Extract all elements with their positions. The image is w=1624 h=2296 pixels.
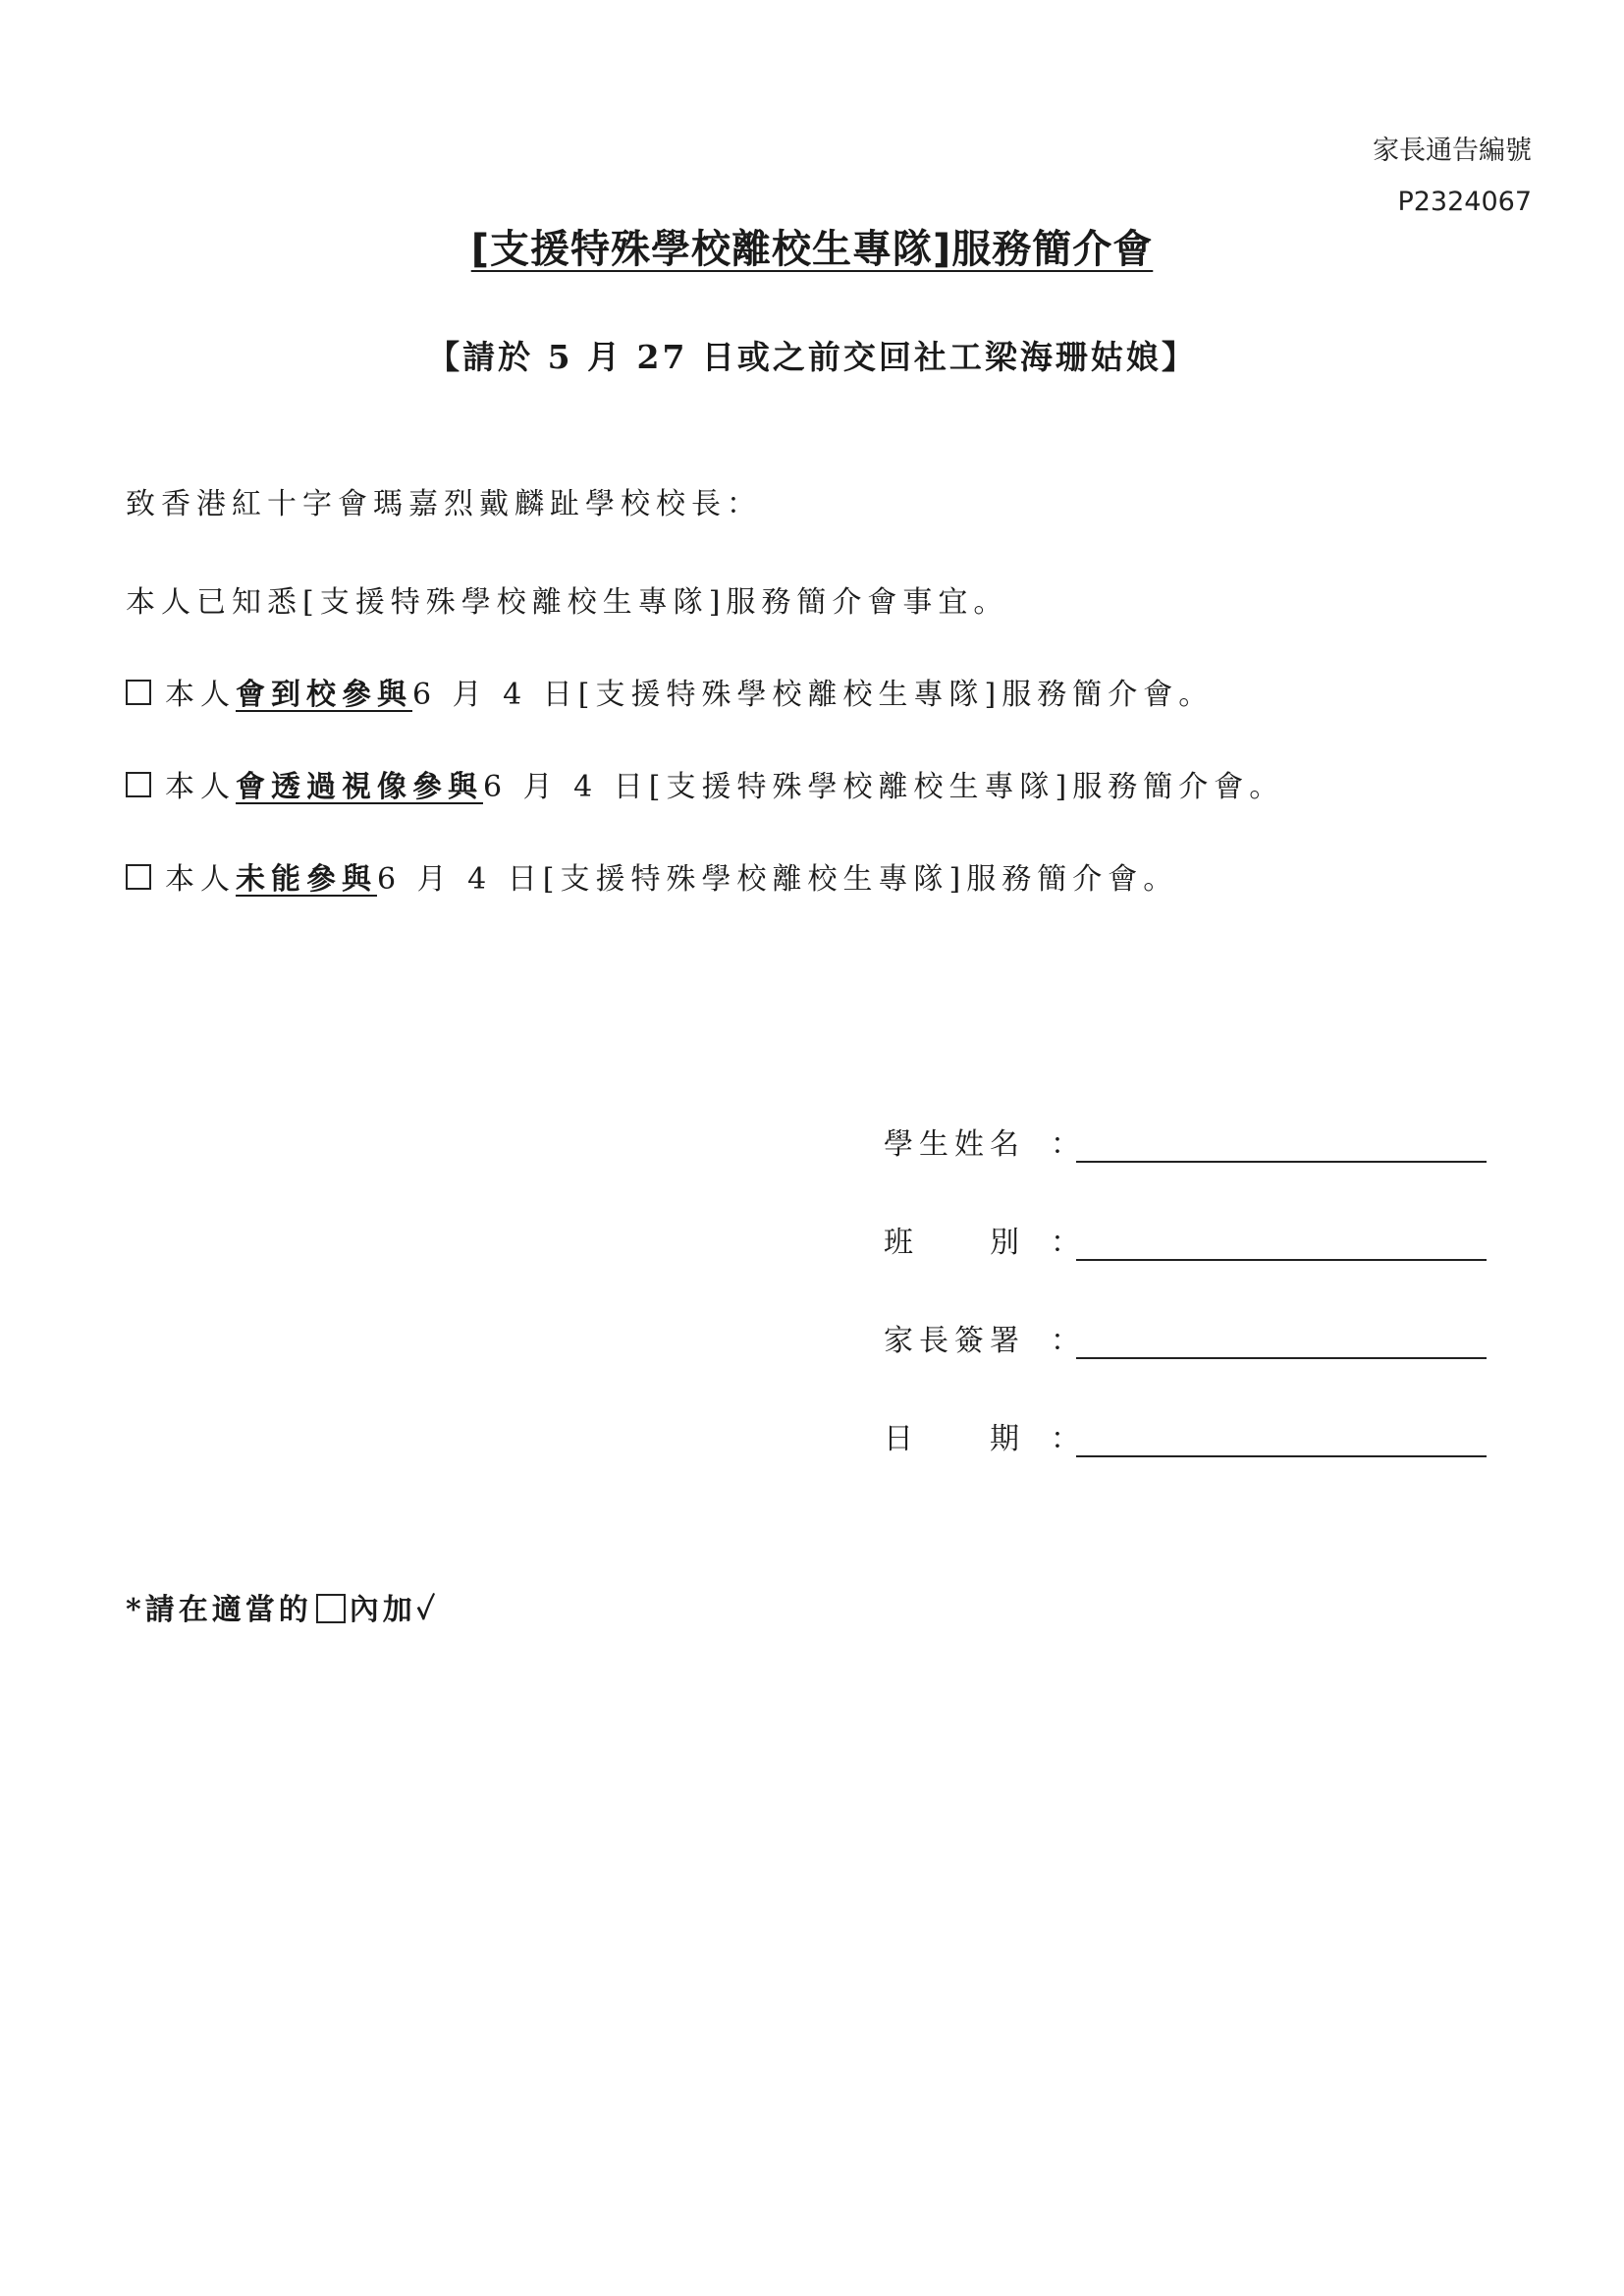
field-colon: ： bbox=[1051, 1422, 1086, 1456]
page-title-text: [支援特殊學校離校生專隊]服務簡介會 bbox=[470, 227, 1154, 272]
page-title bbox=[0, 218, 1624, 274]
option-emphasis: 會透過視像參與 bbox=[236, 770, 483, 804]
option-not-attend[interactable] bbox=[126, 854, 1178, 898]
field-colon: ： bbox=[1051, 1324, 1086, 1358]
option-prefix: 本人 bbox=[165, 862, 236, 897]
class-input[interactable] bbox=[1076, 1231, 1487, 1261]
notice-label: 家長通告編號 bbox=[1373, 136, 1532, 166]
field-label: 日 期 bbox=[884, 1422, 1025, 1456]
class-field bbox=[884, 1218, 1487, 1261]
notice-number: P2324067 bbox=[1397, 187, 1532, 217]
field-colon: ： bbox=[1051, 1127, 1086, 1162]
option-prefix: 本人 bbox=[165, 770, 236, 804]
parent-signature-field bbox=[884, 1316, 1487, 1359]
option-prefix: 本人 bbox=[165, 678, 236, 712]
option-checkbox[interactable] bbox=[126, 772, 151, 797]
salutation: 致香港紅十字會瑪嘉烈戴麟趾學校校長： bbox=[126, 487, 762, 521]
checkbox-sample-icon bbox=[316, 1594, 346, 1623]
student-name-field bbox=[884, 1120, 1487, 1163]
option-suffix: 6 月 4 日[支援特殊學校離校生專隊]服務簡介會。 bbox=[412, 678, 1215, 712]
option-checkbox[interactable] bbox=[126, 680, 151, 705]
date-input[interactable] bbox=[1076, 1428, 1487, 1457]
acknowledgement: 本人已知悉[支援特殊學校離校生專隊]服務簡介會事宜。 bbox=[126, 585, 1009, 620]
field-label: 班 別 bbox=[884, 1226, 1025, 1260]
option-suffix: 6 月 4 日[支援特殊學校離校生專隊]服務簡介會。 bbox=[483, 770, 1285, 804]
option-suffix: 6 月 4 日[支援特殊學校離校生專隊]服務簡介會。 bbox=[377, 862, 1179, 897]
option-emphasis: 會到校參與 bbox=[236, 678, 412, 712]
field-label: 學生姓名 bbox=[884, 1127, 1025, 1162]
option-attend-school[interactable] bbox=[126, 670, 1214, 713]
field-colon: ： bbox=[1051, 1226, 1086, 1260]
notice-id bbox=[1373, 126, 1532, 228]
student-name-input[interactable] bbox=[1076, 1133, 1487, 1163]
deadline-notice: 【請於 5 月 27 日或之前交回社工梁海珊姑娘】 bbox=[427, 338, 1197, 376]
checkmark-icon: ✓ bbox=[415, 1593, 440, 1627]
footnote bbox=[126, 1585, 439, 1628]
footnote-after: 內加 bbox=[349, 1593, 416, 1627]
parent-signature-input[interactable] bbox=[1076, 1330, 1487, 1359]
field-label: 家長簽署 bbox=[884, 1324, 1025, 1358]
option-emphasis: 未能參與 bbox=[236, 862, 377, 897]
footnote-before: *請在適當的 bbox=[126, 1593, 312, 1627]
date-field bbox=[884, 1414, 1487, 1457]
option-checkbox[interactable] bbox=[126, 864, 151, 890]
option-attend-video[interactable] bbox=[126, 762, 1284, 805]
